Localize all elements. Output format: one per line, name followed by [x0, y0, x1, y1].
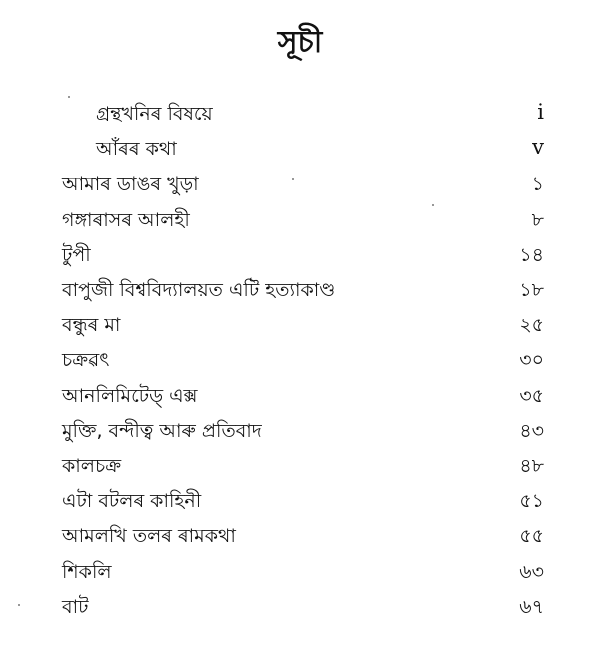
toc-entry	[0, 135, 600, 169]
toc-entry-page: ১৪	[519, 243, 544, 266]
toc-entry-page: ২৫	[519, 314, 544, 337]
toc-entry-title: আমলখি তলৰ ৰামকথা	[62, 525, 236, 548]
scan-speck	[68, 96, 70, 98]
toc-entry	[0, 100, 600, 134]
toc-entry-page: ১৮	[519, 279, 544, 301]
toc-entry-page: ৩০	[519, 349, 544, 372]
toc-entry	[0, 241, 600, 275]
toc-entry-title: কালচক্ৰ	[62, 455, 122, 477]
toc-entry-title: বাপুজী বিশ্ববিদ্যালয়ত এটি হত্যাকাণ্ড	[62, 279, 336, 301]
toc-entry-title: বন্ধুৰ মা	[62, 314, 121, 337]
toc-entry	[0, 206, 600, 240]
toc-entry-page: v	[532, 135, 544, 160]
toc-entry	[0, 452, 600, 486]
toc-entry-title: টুপী	[62, 243, 91, 266]
toc-entry-page: i	[537, 100, 544, 124]
toc-entry	[0, 487, 600, 521]
toc-entry-page: ৮	[531, 208, 544, 231]
toc-entry-title: গঙ্গাৰাসৰ আলহী	[62, 208, 190, 231]
toc-entry-title: চক্ৰৱৎ	[62, 349, 110, 372]
toc-entry-title: গ্ৰন্থখনিৰ বিষয়ে	[96, 103, 213, 125]
toc-entry-page: ৫৫	[519, 525, 544, 548]
toc-entry-title: এটা বটলৰ কাহিনী	[62, 490, 202, 513]
toc-entry	[0, 346, 600, 380]
toc-entry-title: আমাৰ ডাঙৰ খুড়া	[62, 173, 199, 196]
toc-entry-page: ৬৩	[519, 560, 544, 583]
toc-entry	[0, 593, 600, 627]
scan-speck	[18, 604, 20, 606]
scan-speck	[432, 204, 434, 206]
toc-entry-title: শিকলি	[62, 560, 112, 583]
toc-entry-page: ৩৫	[519, 384, 544, 407]
toc-entry	[0, 522, 600, 556]
toc-entry-page: ৪৮	[519, 455, 544, 477]
toc-entry-page: ১	[531, 173, 544, 196]
toc-entry-title: আনলিমিটেড্ এক্স	[62, 384, 198, 407]
toc-entry	[0, 558, 600, 592]
toc-entry	[0, 382, 600, 416]
toc-entry	[0, 170, 600, 204]
toc-entry-title: বাট	[62, 595, 89, 618]
toc-entry-title: মুক্তি, বন্দীত্ব আৰু প্ৰতিবাদ	[62, 419, 262, 442]
toc-entry-page: ৪৩	[519, 419, 544, 442]
toc-entry	[0, 276, 600, 310]
toc-entry-title: আঁৰৰ কথা	[96, 138, 177, 161]
toc-entry-page: ৫১	[519, 490, 544, 513]
page-title: সূচী	[277, 25, 323, 60]
scan-speck	[292, 178, 294, 180]
toc-entry	[0, 311, 600, 345]
toc-entry	[0, 417, 600, 451]
toc-entry-page: ৬৭	[519, 595, 544, 618]
